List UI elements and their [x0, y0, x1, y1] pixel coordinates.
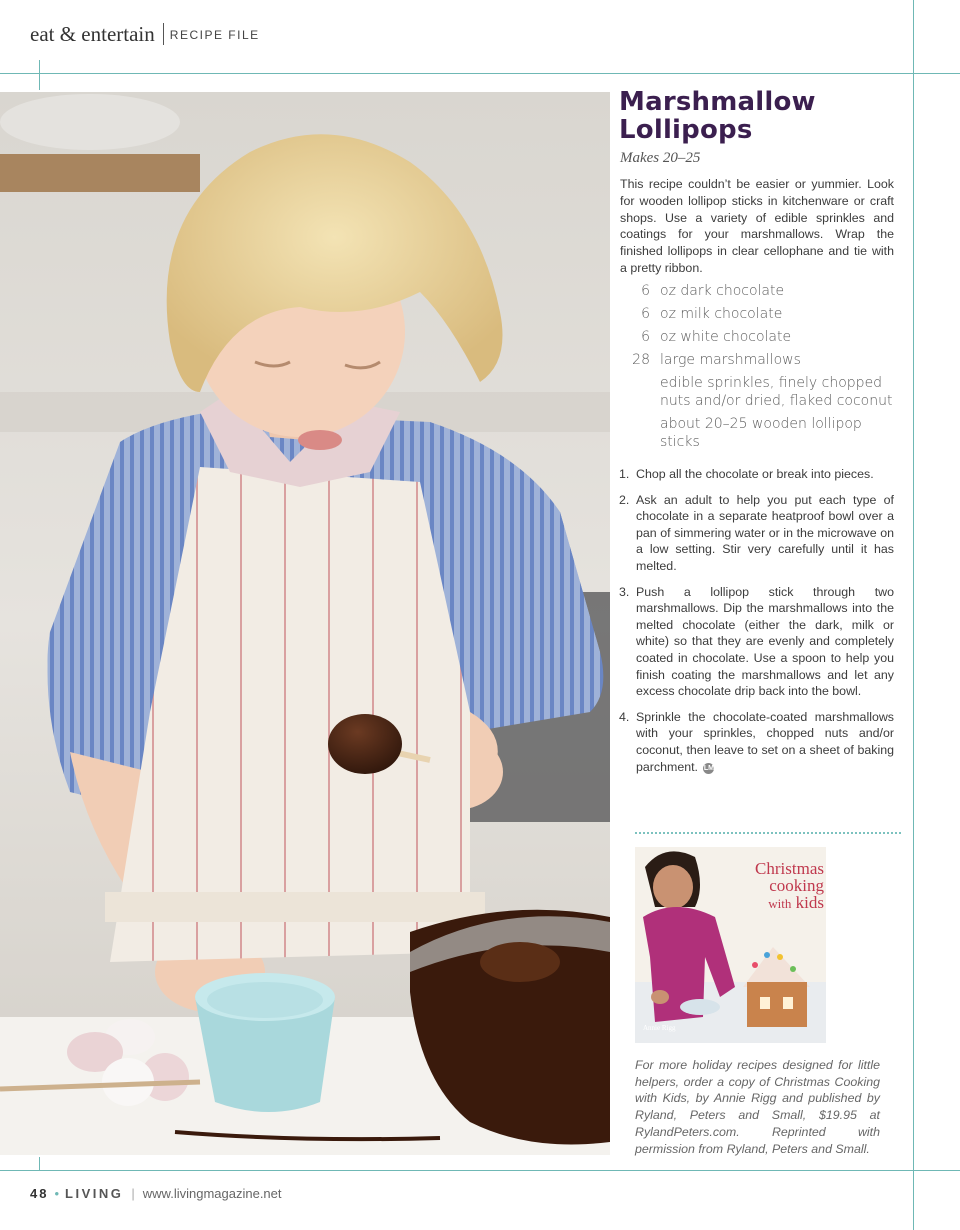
book-title-line-3: kids	[795, 893, 824, 912]
ingredient-item	[620, 305, 900, 323]
ingredient-item	[620, 282, 900, 300]
step-item	[619, 466, 894, 483]
ingredient-item	[620, 415, 900, 451]
ingredient-quantity: 28	[632, 352, 650, 368]
page-number: 48	[30, 1186, 49, 1201]
bottom-crop-tick	[39, 1157, 40, 1171]
step-text: Ask an adult to help you put each type of chocolate in a separate heatproof bowl over a pan of simmering water or in the microwave on a low setting. Stir very carefully until it has melted.	[636, 492, 894, 573]
ingredient-name: edible sprinkles, finely chopped nuts and/or dried, flaked coconut	[660, 375, 893, 409]
recipe-intro: This recipe couldn’t be easier or yummier. Look for wooden lollipop sticks in kitchenware or craft shops. Use a variety of edible sprinkles and coatings for your marshmallows. Wrap the finished lollipops in clear cellophane and tie with a pretty ribbon.	[620, 177, 894, 275]
ingredient-quantity: 6	[641, 306, 650, 322]
page-footer	[30, 1186, 282, 1201]
step-item	[619, 709, 894, 775]
bottom-rule	[0, 1170, 960, 1171]
ingredient-quantity	[620, 374, 660, 410]
bullet-icon: •	[54, 1186, 60, 1201]
ingredient-item	[620, 328, 900, 346]
book-caption: For more holiday recipes designed for little helpers, order a copy of Christmas Cooking with Kids, by Annie Rigg and published by Ryland, Peters and Small, $19.95 at RylandPeters.com. Reprinted with permission from Ryland, Peters and Small.	[635, 1058, 880, 1156]
book-author: Annie Rigg	[643, 1024, 676, 1032]
ingredient-quantity	[620, 415, 660, 451]
step-text: Push a lollipop stick through two marshmallows. Dip the marshmallows into the melted chocolate (either the dark, milk or white) so that they are evenly and completely coated in chocolate. Use a spoon to help you finish coating the marshmallows and let any excess chocolate drip back into the bowl.	[636, 584, 894, 699]
dotted-divider	[635, 832, 901, 834]
footer-divider: |	[131, 1186, 135, 1201]
book-title-with: with	[768, 896, 792, 911]
website-link[interactable]: www.livingmagazine.net	[142, 1186, 282, 1201]
step-text: Sprinkle the chocolate-coated marshmallows with your sprinkles, chopped nuts and/or coconut, then leave to set on a sheet of baking parchment.	[636, 709, 894, 774]
book-title	[720, 860, 824, 912]
ingredient-name: large marshmallows	[660, 352, 801, 368]
step-text-wrap	[636, 709, 894, 775]
ingredient-quantity: 6	[641, 329, 650, 345]
header-divider	[163, 23, 164, 45]
step-number: 1.	[619, 467, 630, 481]
ingredient-item	[620, 351, 900, 369]
step-text: Chop all the chocolate or break into pieces.	[636, 467, 874, 481]
section-name: eat & entertain	[30, 22, 155, 46]
ingredients-list	[620, 282, 900, 456]
step-item	[619, 492, 894, 575]
right-rule	[913, 0, 914, 1230]
step-item	[619, 584, 894, 700]
top-rule	[0, 73, 960, 74]
ingredient-quantity: 6	[641, 283, 650, 299]
ingredient-name: oz dark chocolate	[660, 283, 785, 299]
recipe-title-line-2: Lollipops	[619, 115, 753, 145]
book-title-line-2: cooking	[769, 876, 824, 895]
step-number: 3.	[619, 584, 630, 599]
section-header	[30, 22, 260, 47]
ingredient-item	[620, 374, 900, 410]
subsection-name: RECIPE FILE	[169, 28, 260, 42]
recipe-yield: Makes 20–25	[620, 150, 701, 166]
step-number: 2.	[619, 492, 630, 507]
end-mark-icon: LM	[703, 764, 714, 772]
ingredient-name: oz milk chocolate	[660, 306, 783, 322]
recipe-photo	[0, 92, 610, 1155]
top-crop-tick	[39, 60, 40, 90]
step-number: 4.	[619, 709, 630, 724]
method-steps	[619, 466, 894, 784]
recipe-title-line-1: Marshmallow	[619, 87, 816, 117]
recipe-title	[619, 88, 816, 144]
ingredient-name: about 20–25 wooden lollipop sticks	[660, 416, 862, 450]
ingredient-name: oz white chocolate	[660, 329, 792, 345]
magazine-name: LIVING	[65, 1186, 124, 1201]
book-title-line-1: Christmas	[755, 859, 824, 878]
